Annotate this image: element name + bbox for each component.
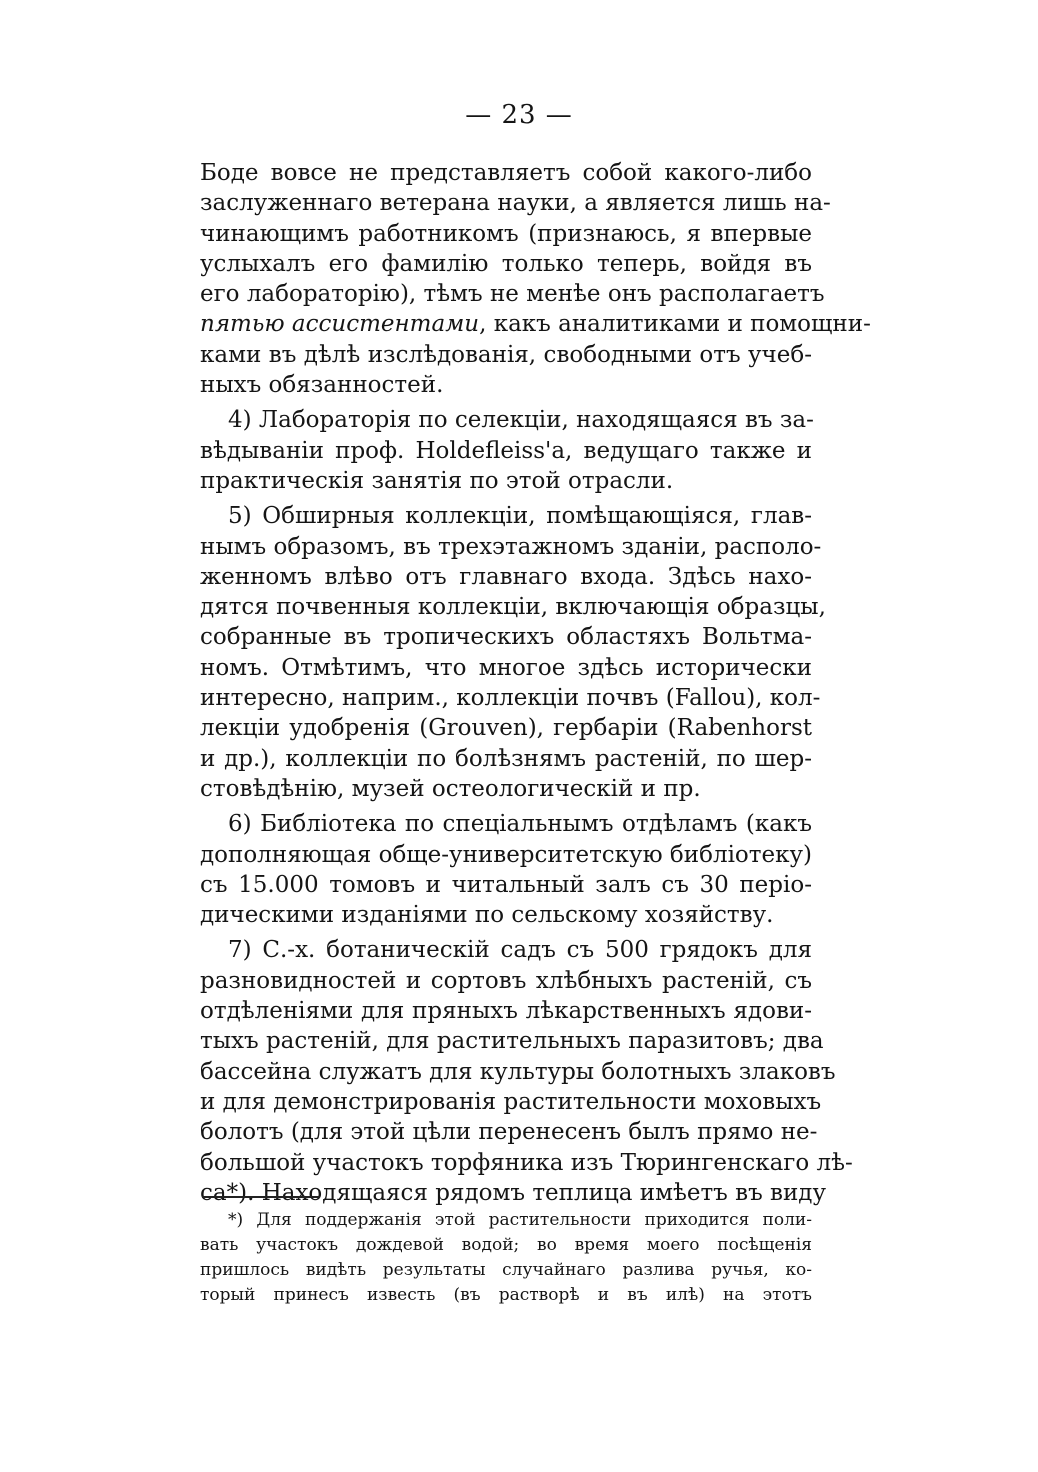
text-fragment: , какъ аналитиками и помощни- <box>479 311 871 338</box>
text-line: и др.), коллекціи по болѣзнямъ растеній, по шер- <box>200 745 812 772</box>
text-line: дятся почвенныя коллекціи, включающія образцы, <box>200 594 826 621</box>
text-line: интересно, наприм., коллекціи почвъ (Fallou), кол- <box>200 685 821 712</box>
text-line: его лабораторію), тѣмъ не менѣе онъ располагаетъ <box>200 281 825 308</box>
footnote-line: вать участокъ дождевой водой; во время моего посѣщенія <box>200 1235 812 1255</box>
text-line: стовѣдѣнію, музей остеологическій и пр. <box>200 775 701 802</box>
page-number: — 23 — <box>465 100 573 130</box>
text-line: болотъ (для этой цѣли перенесенъ былъ прямо не- <box>200 1119 818 1146</box>
text-line: услыхалъ его фамилію только теперь, войдя въ <box>200 250 812 277</box>
paragraph-7-start: 7) С.-х. ботаническій садъ съ 500 грядокъ для <box>228 937 812 964</box>
text-line: бассейна служатъ для культуры болотныхъ злаковъ <box>200 1058 836 1085</box>
text-line: номъ. Отмѣтимъ, что многое здѣсь исторически <box>200 654 812 681</box>
italic-emphasis: пятью ассистентами <box>200 311 480 338</box>
text-line: съ 15.000 томовъ и читальный залъ съ 30 періо- <box>200 871 812 898</box>
text-line: ныхъ обязанностей. <box>200 372 444 399</box>
text-line: дополняющая обще-университетскую библіотеку) <box>200 841 812 868</box>
text-line: чинающимъ работникомъ (признаюсь, я впервые <box>200 220 812 247</box>
text-line: Боде вовсе не представляетъ собой какого-либо <box>200 160 812 186</box>
main-text <box>200 158 871 1208</box>
paragraph-6-start: 6) Библіотека по спеціальнымъ отдѣламъ (какъ <box>228 811 812 838</box>
text-line: практическія занятія по этой отрасли. <box>200 467 674 494</box>
text-line: тыхъ растеній, для растительныхъ паразитовъ; два <box>200 1028 824 1055</box>
text-line: отдѣленіями для пряныхъ лѣкарственныхъ ядови- <box>200 998 812 1025</box>
footnote-line: торый принесъ известь (въ растворѣ и въ илѣ) на этотъ <box>200 1285 812 1305</box>
text-line: дическими изданіями по сельскому хозяйству. <box>200 902 774 929</box>
text-line: ками въ дѣлѣ изслѣдованія, свободными отъ учеб- <box>200 341 812 368</box>
text-line <box>200 309 871 339</box>
text-line: большой участокъ торфяника изъ Тюрингенскаго лѣ- <box>200 1149 853 1176</box>
text-line: и для демонстрированія растительности моховыхъ <box>200 1088 822 1115</box>
footnote <box>200 1208 812 1308</box>
text-line: заслуженнаго ветерана науки, а является лишь на- <box>200 190 831 217</box>
text-line: женномъ влѣво отъ главнаго входа. Здѣсь нахо- <box>200 563 812 590</box>
footnote-line: *) Для поддержанія этой растительности приходится поли- <box>228 1210 812 1230</box>
footnote-divider <box>202 1196 320 1198</box>
paragraph-5-start: 5) Обширныя коллекціи, помѣщающіяся, глав- <box>228 503 812 530</box>
text-line: нымъ образомъ, въ трехэтажномъ зданіи, располо- <box>200 533 822 560</box>
text-line: вѣдываніи проф. Holdefleiss'а, ведущаго также и <box>200 437 812 464</box>
footnote-line: пришлось видѣть результаты случайнаго разлива ручья, ко- <box>200 1260 812 1280</box>
text-line: лекціи удобренія (Grouven), гербаріи (Rabenhorst <box>200 715 812 742</box>
text-line: собранные въ тропическихъ областяхъ Вольтма- <box>200 624 812 651</box>
text-line: са*). Находящаяся рядомъ теплица имѣетъ въ виду <box>200 1179 826 1206</box>
paragraph-4-start: 4) Лабораторія по селекціи, находящаяся въ за- <box>228 407 814 434</box>
text-line: разновидностей и сортовъ хлѣбныхъ растеній, съ <box>200 967 812 994</box>
